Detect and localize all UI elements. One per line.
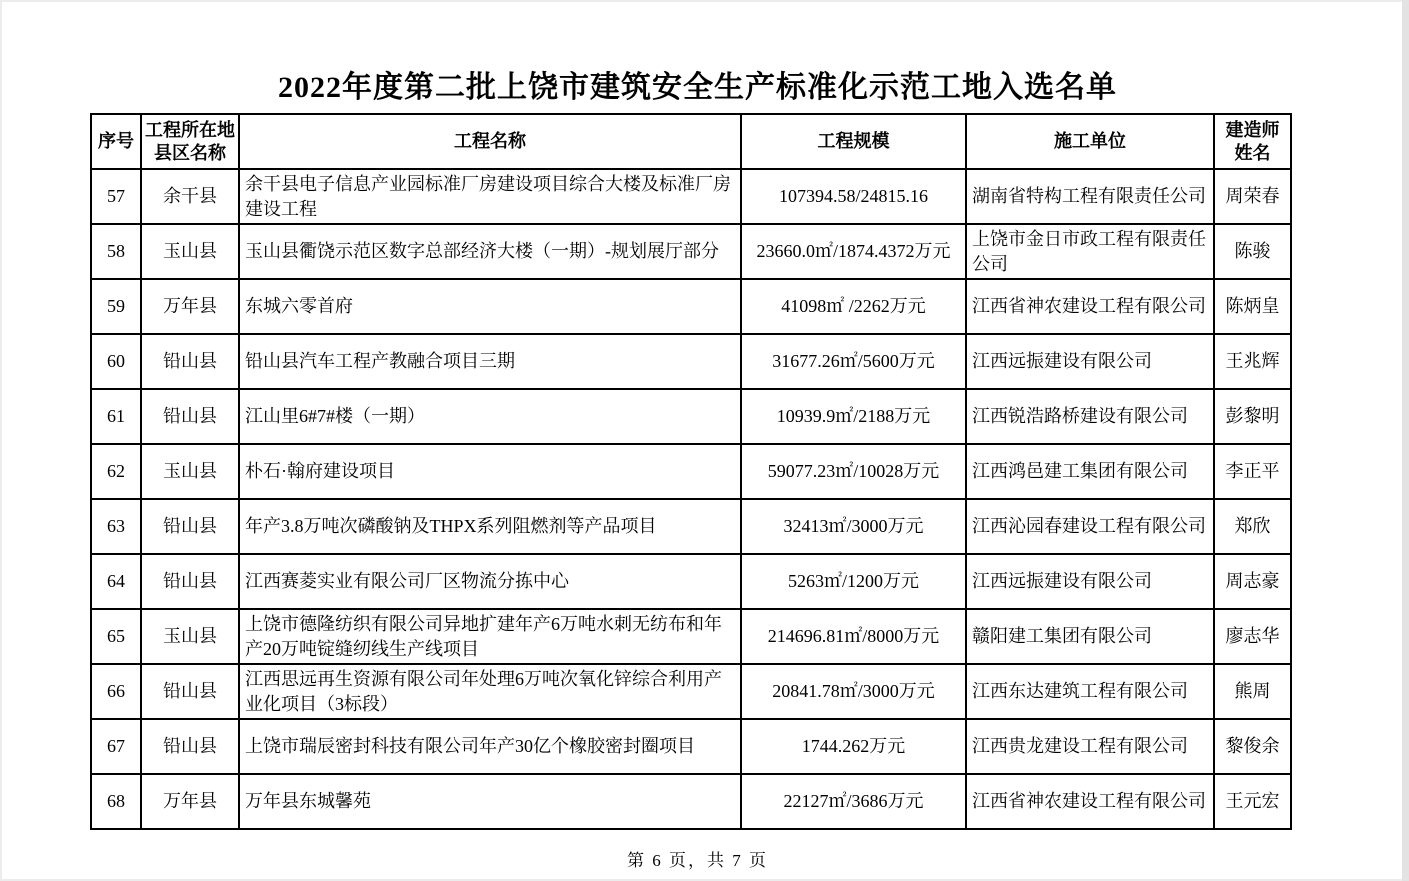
cell-scale: 5263㎡/1200万元 bbox=[741, 554, 966, 609]
cell-builder-name: 李正平 bbox=[1214, 444, 1291, 499]
cell-index: 63 bbox=[91, 499, 141, 554]
cell-scale: 22127㎡/3686万元 bbox=[741, 774, 966, 829]
projects-table bbox=[90, 113, 1292, 830]
cell-project-name: 万年县东城馨苑 bbox=[239, 774, 741, 829]
table-row bbox=[91, 774, 1291, 829]
table-row bbox=[91, 389, 1291, 444]
table-row bbox=[91, 224, 1291, 279]
cell-project-name: 上饶市德隆纺织有限公司异地扩建年产6万吨水刺无纺布和年产20万吨锭缝纫线生产线项目 bbox=[239, 609, 741, 664]
cell-contractor: 江西贵龙建设工程有限公司 bbox=[966, 719, 1214, 774]
cell-index: 59 bbox=[91, 279, 141, 334]
cell-contractor: 江西省神农建设工程有限公司 bbox=[966, 774, 1214, 829]
cell-builder-name: 郑欣 bbox=[1214, 499, 1291, 554]
page-number: 第 6 页，共 7 页 bbox=[627, 851, 768, 870]
cell-index: 66 bbox=[91, 664, 141, 719]
header-row bbox=[91, 114, 1291, 169]
cell-project-name: 江山里6#7#楼（一期） bbox=[239, 389, 741, 444]
table-row bbox=[91, 444, 1291, 499]
cell-scale: 32413㎡/3000万元 bbox=[741, 499, 966, 554]
cell-index: 65 bbox=[91, 609, 141, 664]
cell-builder-name: 陈炳皇 bbox=[1214, 279, 1291, 334]
cell-index: 64 bbox=[91, 554, 141, 609]
header-scale: 工程规模 bbox=[741, 114, 966, 169]
cell-builder-name: 周志豪 bbox=[1214, 554, 1291, 609]
table-row bbox=[91, 279, 1291, 334]
cell-scale: 10939.9㎡/2188万元 bbox=[741, 389, 966, 444]
table-row bbox=[91, 664, 1291, 719]
cell-scale: 41098㎡ /2262万元 bbox=[741, 279, 966, 334]
cell-county: 铅山县 bbox=[141, 664, 239, 719]
cell-builder-name: 周荣春 bbox=[1214, 169, 1291, 224]
cell-project-name: 铅山县汽车工程产教融合项目三期 bbox=[239, 334, 741, 389]
cell-county: 玉山县 bbox=[141, 224, 239, 279]
cell-index: 62 bbox=[91, 444, 141, 499]
cell-project-name: 上饶市瑞辰密封科技有限公司年产30亿个橡胶密封圈项目 bbox=[239, 719, 741, 774]
cell-county: 玉山县 bbox=[141, 444, 239, 499]
cell-contractor: 赣阳建工集团有限公司 bbox=[966, 609, 1214, 664]
table-row bbox=[91, 334, 1291, 389]
cell-builder-name: 廖志华 bbox=[1214, 609, 1291, 664]
cell-contractor: 江西鸿邑建工集团有限公司 bbox=[966, 444, 1214, 499]
cell-county: 铅山县 bbox=[141, 334, 239, 389]
cell-project-name: 江西思远再生资源有限公司年处理6万吨次氧化锌综合利用产业化项目（3标段） bbox=[239, 664, 741, 719]
cell-county: 铅山县 bbox=[141, 499, 239, 554]
header-index: 序号 bbox=[91, 114, 141, 169]
cell-project-name: 年产3.8万吨次磷酸钠及THPX系列阻燃剂等产品项目 bbox=[239, 499, 741, 554]
cell-county: 万年县 bbox=[141, 279, 239, 334]
table-row bbox=[91, 719, 1291, 774]
cell-contractor: 江西远振建设有限公司 bbox=[966, 334, 1214, 389]
cell-contractor: 江西沁园春建设工程有限公司 bbox=[966, 499, 1214, 554]
cell-contractor: 江西东达建筑工程有限公司 bbox=[966, 664, 1214, 719]
cell-scale: 23660.0㎡/1874.4372万元 bbox=[741, 224, 966, 279]
header-county: 工程所在地县区名称 bbox=[141, 114, 239, 169]
cell-scale: 214696.81㎡/8000万元 bbox=[741, 609, 966, 664]
cell-index: 58 bbox=[91, 224, 141, 279]
table-body bbox=[91, 169, 1291, 829]
cell-scale: 31677.26㎡/5600万元 bbox=[741, 334, 966, 389]
cell-index: 57 bbox=[91, 169, 141, 224]
cell-index: 67 bbox=[91, 719, 141, 774]
cell-contractor: 湖南省特构工程有限责任公司 bbox=[966, 169, 1214, 224]
cell-contractor: 江西锐浩路桥建设有限公司 bbox=[966, 389, 1214, 444]
header-contractor: 施工单位 bbox=[966, 114, 1214, 169]
cell-county: 铅山县 bbox=[141, 554, 239, 609]
header-builder-name: 建造师姓名 bbox=[1214, 114, 1291, 169]
cell-scale: 20841.78㎡/3000万元 bbox=[741, 664, 966, 719]
cell-county: 余干县 bbox=[141, 169, 239, 224]
cell-builder-name: 王元宏 bbox=[1214, 774, 1291, 829]
page-title: 2022年度第二批上饶市建筑安全生产标准化示范工地入选名单 bbox=[278, 71, 1117, 104]
right-edge-strip bbox=[1402, 0, 1409, 881]
cell-project-name: 朴石·翰府建设项目 bbox=[239, 444, 741, 499]
cell-scale: 1744.262万元 bbox=[741, 719, 966, 774]
cell-builder-name: 熊周 bbox=[1214, 664, 1291, 719]
cell-contractor: 江西远振建设有限公司 bbox=[966, 554, 1214, 609]
cell-index: 68 bbox=[91, 774, 141, 829]
table-row bbox=[91, 499, 1291, 554]
cell-project-name: 余干县电子信息产业园标准厂房建设项目综合大楼及标准厂房建设工程 bbox=[239, 169, 741, 224]
cell-county: 万年县 bbox=[141, 774, 239, 829]
cell-contractor: 江西省神农建设工程有限公司 bbox=[966, 279, 1214, 334]
cell-contractor: 上饶市金日市政工程有限责任公司 bbox=[966, 224, 1214, 279]
table-row bbox=[91, 554, 1291, 609]
cell-scale: 107394.58/24815.16 bbox=[741, 169, 966, 224]
header-project-name: 工程名称 bbox=[239, 114, 741, 169]
cell-builder-name: 陈骏 bbox=[1214, 224, 1291, 279]
table-header-row bbox=[91, 114, 1291, 169]
cell-index: 60 bbox=[91, 334, 141, 389]
cell-county: 铅山县 bbox=[141, 719, 239, 774]
cell-project-name: 江西赛菱实业有限公司厂区物流分拣中心 bbox=[239, 554, 741, 609]
cell-county: 玉山县 bbox=[141, 609, 239, 664]
cell-builder-name: 黎俊余 bbox=[1214, 719, 1291, 774]
cell-builder-name: 彭黎明 bbox=[1214, 389, 1291, 444]
cell-project-name: 东城六零首府 bbox=[239, 279, 741, 334]
table-row bbox=[91, 609, 1291, 664]
cell-county: 铅山县 bbox=[141, 389, 239, 444]
cell-project-name: 玉山县衢饶示范区数字总部经济大楼（一期）-规划展厅部分 bbox=[239, 224, 741, 279]
table-row bbox=[91, 169, 1291, 224]
cell-index: 61 bbox=[91, 389, 141, 444]
cell-builder-name: 王兆辉 bbox=[1214, 334, 1291, 389]
cell-scale: 59077.23㎡/10028万元 bbox=[741, 444, 966, 499]
